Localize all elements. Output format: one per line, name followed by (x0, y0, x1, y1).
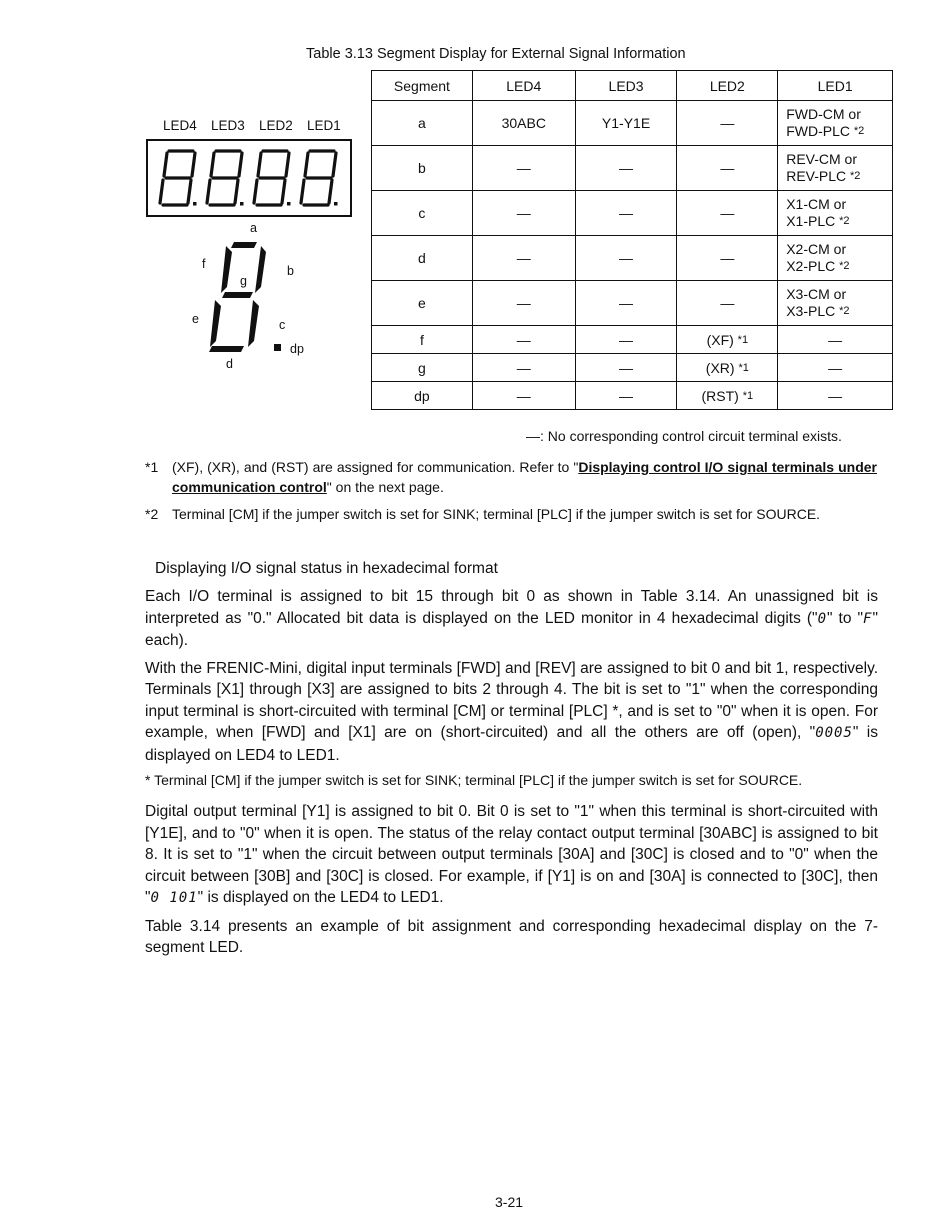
cell-led1 (778, 191, 893, 236)
segment-table (371, 70, 893, 410)
p1-segment-0: 0 (817, 610, 827, 627)
four-digit-led-display (146, 139, 354, 219)
cell-segment: d (372, 236, 473, 281)
cell-led2-text: — (720, 160, 735, 176)
led-digit-segment (239, 153, 242, 176)
cell-led2-text: (XF) (706, 331, 734, 348)
p3-segment-0101: 0 101 (150, 890, 198, 906)
segment-g-shape (222, 292, 253, 298)
led-label-3: LED3 (211, 118, 245, 133)
cell-led3: — (575, 236, 677, 281)
cell-led1-line1: FWD-CM or (786, 106, 861, 122)
segment-label-e: e (192, 312, 199, 326)
cell-led3: — (575, 382, 677, 410)
led-digit-segment (235, 180, 238, 203)
led-digit-segment (301, 180, 304, 203)
cell-segment: a (372, 101, 473, 146)
p3-text-a: Digital output terminal [Y1] is assigned to bit 0. Bit 0 is set to "1" when this terminal is short-circuited with [Y1E], and to "0" when it is open. The status of the relay contact output terminal [30ABC] is assigned to bit 8. It is set to "1" when the circuit between output terminals [30A] and [30C] is closed and to "0" when the circuit between [30B] and [30C] is closed. For example, if [Y1] is on and [30A] is connected to [30C], then " (145, 803, 878, 906)
p2-text-a: With the FRENIC-Mini, digital input terminals [FWD] and [REV] are assigned to bit 0 and bit 1, respectively. Terminals [X1] through [X3] are assigned to bits 2 through 4. The bit is set to "1" when the corresponding input terminal is short-circuited with terminal [CM] or terminal [PLC] *, and is set to "0" when it is open. For example, when [FWD] and [X1] are on (short-circuited) and all the others are off (open), " (145, 659, 878, 741)
cell-led2 (677, 382, 778, 410)
segment-d-shape (209, 346, 244, 352)
cell-segment: dp (372, 382, 473, 410)
p1-text-a: Each I/O terminal is assigned to bit 15 through bit 0 as shown in Table 3.14. An unassigned bit is interpreted as "0." Allocated bit data is displayed on the LED monitor in 4 hexadecimal digits (" (145, 588, 878, 627)
cell-led1-line2: FWD-PLC (786, 123, 850, 139)
led-digit-segment (188, 180, 191, 203)
segment-e-shape (210, 300, 221, 347)
led-digit-dp (240, 202, 244, 206)
led-digit-segment (211, 153, 214, 176)
segment-label-g: g (240, 274, 247, 288)
led-label-4: LED4 (163, 118, 197, 133)
note-2-mark: *2 (145, 506, 159, 522)
segment-a-shape (231, 242, 257, 248)
segment-c-shape (248, 300, 259, 347)
cell-led2-note: *1 (737, 333, 749, 346)
cell-led2-note: *1 (742, 389, 754, 402)
segment-b-shape (255, 246, 266, 293)
segment-label-c: c (279, 318, 286, 332)
header-led1: LED1 (778, 71, 893, 101)
table-row (372, 191, 893, 236)
segment-dp-shape (274, 344, 281, 351)
cell-led1 (778, 146, 893, 191)
paragraph-3 (145, 801, 878, 910)
table-legend: —: No corresponding control circuit terminal exists. (526, 428, 842, 444)
cell-led1-line2: X2-PLC (786, 258, 836, 274)
cell-led1-line2: X3-PLC (786, 303, 836, 319)
cell-led1-line1: X1-CM or (786, 196, 847, 212)
note-1-link[interactable]: Displaying control I/O signal terminals under communication control (172, 459, 877, 495)
cell-led2 (677, 326, 778, 354)
p1-segment-f: F (863, 610, 873, 627)
led-digit-segment (254, 180, 257, 203)
note-1 (145, 457, 880, 497)
cell-led2 (677, 236, 778, 281)
section-body-2 (145, 801, 878, 965)
star-note: * Terminal [CM] if the jumper switch is set for SINK; terminal [PLC] if the jumper switch is set for SOURCE. (145, 772, 803, 788)
cell-led1 (778, 281, 893, 326)
table-row (372, 236, 893, 281)
cell-led4: — (472, 382, 575, 410)
cell-led1-line1: X2-CM or (786, 241, 847, 257)
cell-led4: — (472, 146, 575, 191)
led-digit-segment (333, 153, 336, 176)
table-row (372, 101, 893, 146)
cell-segment: c (372, 191, 473, 236)
led-label-1: LED1 (307, 118, 341, 133)
cell-led1-note: *2 (853, 125, 865, 137)
section-heading: Displaying I/O signal status in hexadecimal format (155, 560, 498, 577)
segment-label-b: b (287, 264, 294, 278)
table-row (372, 354, 893, 382)
led-digit-segment (258, 153, 261, 176)
note-1-text-a: (XF), (XR), and (RST) are assigned for communication. Refer to " (172, 459, 579, 475)
cell-led4: — (472, 281, 575, 326)
cell-segment: b (372, 146, 473, 191)
cell-led2 (677, 101, 778, 146)
paragraph-4: Table 3.14 presents an example of bit assignment and corresponding hexadecimal display on the 7-segment LED. (145, 917, 878, 956)
led-digit-segment (192, 153, 195, 176)
cell-led4: — (472, 354, 575, 382)
header-segment: Segment (372, 71, 473, 101)
segment-label-d: d (226, 357, 233, 371)
cell-led1 (778, 101, 893, 146)
led-digit-dp (334, 202, 338, 206)
cell-led1-line1: REV-CM or (786, 151, 858, 167)
cell-led1-line2: X1-PLC (786, 213, 836, 229)
p3-text-b: " is displayed on the LED4 to LED1. (197, 889, 444, 906)
led-digit-segment (286, 153, 289, 176)
led-label-2: LED2 (259, 118, 293, 133)
cell-led1-note: *2 (839, 260, 850, 272)
table-header-row (372, 71, 893, 101)
p2-segment-0005: 0005 (815, 725, 853, 741)
cell-led4: — (472, 236, 575, 281)
cell-led2 (677, 146, 778, 191)
cell-led3: — (575, 191, 677, 236)
p1-text-c: " each). (145, 609, 878, 649)
cell-led2-text: — (720, 205, 735, 221)
cell-led1-note: *2 (839, 305, 850, 317)
note-2-text: Terminal [CM] if the jumper switch is set for SINK; terminal [PLC] if the jumper switch is set for SOURCE. (172, 506, 821, 522)
cell-led2-text: (XR) (705, 359, 735, 376)
page-number: 3-21 (495, 1194, 524, 1210)
cell-segment: e (372, 281, 473, 326)
segment-label-dp: dp (290, 342, 304, 356)
note-2 (145, 504, 880, 524)
cell-led2-text: — (720, 115, 735, 131)
table-caption: Table 3.13 Segment Display for External Signal Information (306, 46, 686, 62)
table-row (372, 382, 893, 410)
cell-led3: — (575, 326, 677, 354)
note-1-mark: *1 (145, 459, 159, 475)
cell-led4: 30ABC (472, 101, 575, 146)
led-digit-dp (287, 202, 291, 206)
led-digit-segment (329, 180, 332, 203)
segment-f-shape (221, 246, 232, 293)
p2-text-b: " is displayed on LED4 to LED1. (145, 724, 878, 764)
led-digit-segment (160, 180, 163, 203)
cell-led2 (677, 281, 778, 326)
section-body (145, 586, 878, 772)
cell-led2-text: — (720, 250, 735, 266)
cell-led1-line2: REV-PLC (786, 168, 847, 184)
led-digit-dp (193, 202, 197, 206)
cell-led2-text: — (720, 295, 735, 311)
cell-led1-note: *2 (850, 170, 861, 182)
cell-led2 (677, 354, 778, 382)
cell-led4: — (472, 326, 575, 354)
note-1-text-b: " on the next page. (326, 479, 444, 495)
led-digit-segment (282, 180, 285, 203)
led-digit-segment (207, 180, 210, 203)
cell-segment: f (372, 326, 473, 354)
cell-led1-note: *2 (839, 215, 850, 227)
cell-led1: — (778, 354, 893, 382)
paragraph-2 (145, 658, 878, 767)
cell-led3: Y1-Y1E (575, 101, 677, 146)
header-led2: LED2 (677, 71, 778, 101)
segment-label-a: a (250, 221, 257, 235)
table-row (372, 281, 893, 326)
cell-led1 (778, 236, 893, 281)
cell-led3: — (575, 281, 677, 326)
table-row (372, 326, 893, 354)
cell-led3: — (575, 354, 677, 382)
cell-led4: — (472, 191, 575, 236)
cell-led1: — (778, 382, 893, 410)
header-led3: LED3 (575, 71, 677, 101)
cell-led2-note: *1 (738, 361, 749, 374)
cell-led1-line1: X3-CM or (786, 286, 847, 302)
cell-led1: — (778, 326, 893, 354)
header-led4: LED4 (472, 71, 575, 101)
p1-text-b: " to " (827, 609, 864, 627)
table-row (372, 146, 893, 191)
led-digit-segment (305, 153, 308, 176)
paragraph-1 (145, 586, 878, 652)
cell-led2 (677, 191, 778, 236)
segment-label-f: f (202, 257, 206, 271)
led-digit-segment (164, 153, 167, 176)
cell-segment: g (372, 354, 473, 382)
cell-led2-text: (RST) (701, 387, 739, 404)
cell-led3: — (575, 146, 677, 191)
